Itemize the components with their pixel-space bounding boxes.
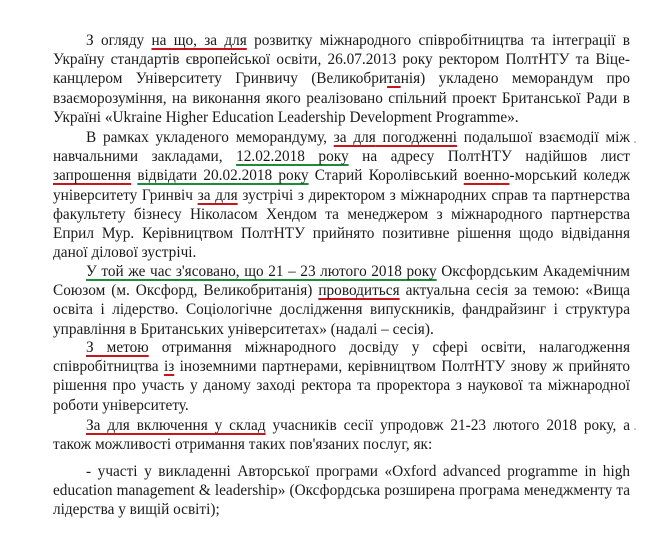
red-underlined-text: із — [163, 358, 175, 376]
margin-mark: · — [633, 423, 638, 438]
text-span: подальшої взаємодії між навчальними закладами, — [53, 129, 631, 166]
paragraph-2 — [53, 128, 630, 262]
red-underlined-text: за для — [333, 129, 376, 146]
red-underlined-text: З метою — [86, 339, 149, 356]
text-span: актуальна сесія за темою: «Вища освіта і лідерство. Соціологічне дослідження випускників, фандрайзинг і структура управління в Британських університетах» (надалі – сесія). — [53, 282, 630, 338]
text-span: - участі у викладенні Авторської програми «Oxford advanced programme in high education management & leadership» (Оксфордська розширена програма менеджменту та лідерства у вищій освіті); — [53, 463, 630, 519]
text-span: нія) укладено меморандум про взаєморозуміння, на виконання якого реалізовано спільний проект Британської Ради в Україні «Ukraine Higher Education Leadership Development Programme». — [53, 70, 630, 126]
text-span: зустрічі з директором з міжнародних справ та партнерства факультету бізнесу Ніколасом Хендом та менеджером з міжнародного партнерства Еприл Мур. Керівництвом ПолтНТУ прийнято позитивне рішення щодо відвідання даної ділової зустрічі. — [53, 186, 631, 262]
text-span: -морський коледж університету Гринвіч — [53, 167, 631, 204]
paragraph-1 — [53, 31, 630, 127]
margin-mark: · — [633, 136, 638, 151]
red-underlined-text: на що, за для — [151, 32, 247, 49]
red-underlined-text: та — [387, 70, 401, 88]
text-span: на адресу ПолтНТУ надійшов лист — [348, 148, 630, 166]
text-span: В рамках укладеного меморандуму, — [86, 129, 334, 146]
paragraph-4 — [53, 338, 630, 415]
red-underlined-text: военно — [463, 167, 510, 185]
red-underlined-text: за для — [197, 186, 238, 204]
green-underlined-text: відвідати 20.02.2018 року — [137, 167, 309, 185]
green-underlined-text: 12.02.2018 року — [236, 148, 349, 166]
text-span: учасників сесії упродовж 21-23 лютого 2018 року, а також можливості отримання таких пов'язаних послуг, як: — [53, 417, 630, 454]
red-underlined-text: погодженні — [375, 129, 458, 146]
red-underlined-text: За для включення у склад — [86, 417, 266, 434]
red-underlined-text: запрошення — [53, 167, 132, 185]
text-span: розвитку міжнародного співробітництва та інтеграції в Україну стандартів європейської освіти, 26.07.2013 року ректором ПолтНТУ та Віце-канцлером Університету Гринвичу (Великобри — [53, 32, 630, 88]
paragraph-5 — [53, 416, 630, 454]
text-span: Старий Королівський — [308, 167, 464, 185]
paragraph-3 — [53, 262, 630, 339]
text-span: Оксфордським Академічним Союзом (м. Оксфорд, Великобританія) — [53, 263, 630, 300]
paragraph-6 — [53, 462, 630, 520]
red-underlined-text: проводиться — [318, 282, 400, 300]
text-span: отримання міжнародного досвіду у сфері освіти, налагодження співробітництва — [53, 339, 630, 376]
text-span: іноземними партнерами, керівництвом ПолтНТУ знову ж прийнято рішення про участь у даному заході ректора та проректора з наукової та міжнародної роботи університету. — [53, 358, 630, 414]
green-underlined-text: У той же час з'ясовано, що 21 – 23 лютого 2018 року — [86, 263, 437, 280]
text-span: З огляду — [86, 32, 152, 49]
